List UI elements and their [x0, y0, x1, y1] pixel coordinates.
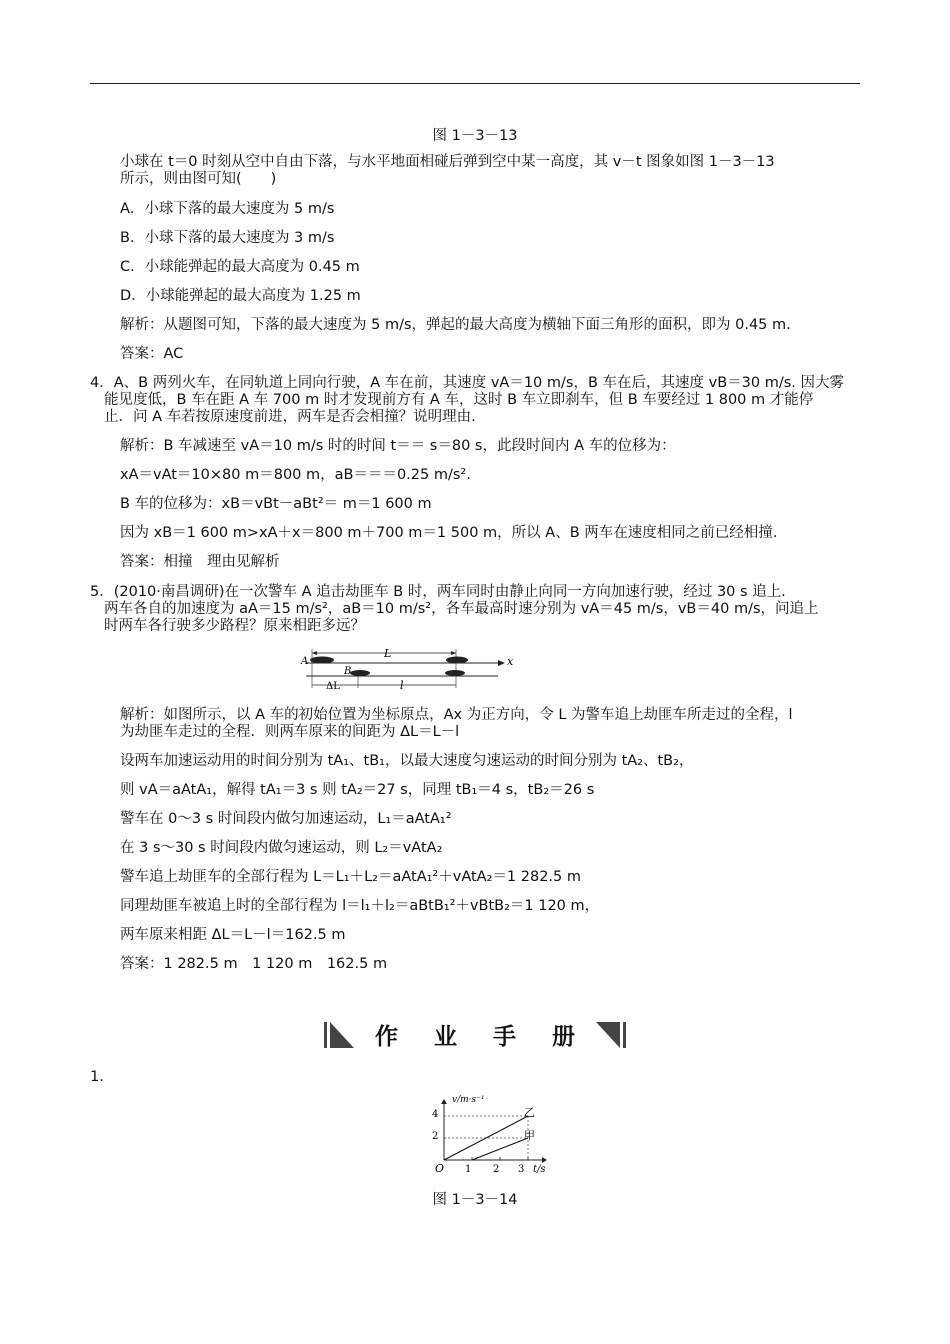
section-title: 作 业 手 册	[374, 1023, 590, 1050]
q5-analysis-6: 在 3 s～30 s 时间段内做匀速运动，则 L₂＝vAtA₂	[120, 840, 443, 856]
q4-analysis-1: 解析：B 车减速至 vA＝10 m/s 时的时间 t＝＝ s＝80 s，此段时间内 A 车的位移为：	[120, 438, 676, 454]
q3-analysis: 解析：从题图可知，下落的最大速度为 5 m/s，弹起的最大高度为横轴下面三角形的面积，即为 0.45 m.	[120, 317, 791, 333]
car-a-start-icon	[310, 657, 334, 664]
q5-analysis-9: 两车原来相距 ΔL＝L－l＝162.5 m	[120, 927, 346, 943]
figure-13-caption: 图 1－3－13	[432, 128, 518, 144]
q4-analysis-2: xA＝vAt＝10×80 m＝800 m，aB＝＝＝0.25 m/s².	[120, 467, 471, 483]
q3-answer: 答案：AC	[120, 346, 184, 362]
car-b-start-icon	[350, 670, 370, 676]
x-tick-1: 1	[465, 1164, 472, 1175]
hw1-number: 1.	[90, 1069, 104, 1085]
q4-stem-line1: 4．A、B 两列火车，在同轨道上同向行驶，A 车在前，其速度 vA＝10 m/s，B 车在后，其速度 vB＝30 m/s. 因大雾	[90, 375, 844, 391]
q3-option-b: B．小球下落的最大速度为 3 m/s	[120, 230, 335, 246]
y-axis-arrow	[441, 1099, 447, 1104]
car-b-end-icon	[445, 670, 465, 676]
origin-label: O	[435, 1162, 445, 1175]
q4-stem-line3: 止．问 A 车若按原速度前进，两车是否会相撞？说明理由.	[104, 409, 476, 425]
series-yi-label: 乙	[524, 1106, 535, 1119]
x-axis-label: t/s	[533, 1164, 546, 1175]
q3-option-a: A．小球下落的最大速度为 5 m/s	[120, 201, 335, 217]
chase-diagram	[300, 646, 520, 694]
y-tick-4: 4	[432, 1109, 439, 1120]
label-l: l	[400, 679, 404, 692]
top-rule	[90, 83, 860, 84]
y-tick-2: 2	[432, 1131, 439, 1142]
q5-analysis-4: 则 vA＝aAtA₁，解得 tA₁＝3 s 则 tA₂＝27 s，同理 tB₁＝4 s，tB₂＝26 s	[120, 782, 595, 798]
label-A: A	[301, 656, 309, 667]
q5-analysis-3: 设两车加速运动用的时间分别为 tA₁、tB₁，以最大速度匀速运动的时间分别为 tA₂、tB₂，	[120, 753, 694, 769]
vt-graph	[420, 1092, 560, 1176]
q5-analysis-7: 警车追上劫匪车的全部行程为 L＝L₁＋L₂＝aAtA₁²＋vAtA₂＝1 282.5 m	[120, 869, 581, 885]
x-tick-3: 3	[518, 1164, 525, 1175]
label-x: x	[507, 655, 514, 668]
q4-answer: 答案：相撞 理由见解析	[120, 554, 280, 570]
figure-14-caption: 图 1－3－14	[432, 1192, 518, 1208]
q5-stem-line1: 5．(2010·南昌调研)在一次警车 A 追击劫匪车 B 时，两车同时由静止向同一方向加速行驶，经过 30 s 追上.	[90, 584, 786, 600]
x-tick-2: 2	[493, 1164, 500, 1175]
y-axis-label: v/m·s⁻¹	[452, 1095, 485, 1105]
banner-right-icon	[594, 1020, 626, 1050]
series-jia-label: 甲	[524, 1129, 535, 1142]
label-L: L	[384, 647, 392, 660]
q5-analysis-8: 同理劫匪车被追上时的全部行程为 l＝l₁＋l₂＝aBtB₁²＋vBtB₂＝1 120 m，	[120, 898, 600, 914]
q3-stem-line1: 小球在 t＝0 时刻从空中自由下落，与水平地面相碰后弹到空中某一高度，其 v－t 图象如图 1－3－13	[120, 154, 775, 170]
q5-analysis-5: 警车在 0～3 s 时间段内做匀加速运动，L₁＝aAtA₁²	[120, 811, 452, 827]
q3-stem-line2: 所示，则由图可知( )	[120, 171, 277, 187]
x-axis-arrow	[542, 1157, 547, 1163]
banner-left-icon	[324, 1020, 356, 1050]
q3-option-d: D．小球能弹起的最大高度为 1.25 m	[120, 288, 361, 304]
q5-stem-line3: 时两车各行驶多少路程？原来相距多远？	[104, 618, 365, 634]
car-a-end-icon	[446, 657, 468, 664]
q3-option-c: C．小球能弹起的最大高度为 0.45 m	[120, 259, 360, 275]
x-axis-arrow	[498, 660, 505, 666]
q4-analysis-4: 因为 xB＝1 600 m>xA＋x＝800 m＋700 m＝1 500 m，所以 A、B 两车在速度相同之前已经相撞.	[120, 525, 778, 541]
section-banner	[0, 1018, 950, 1051]
q5-analysis-1: 解析：如图所示，以 A 车的初始位置为坐标原点，Ax 为正方向，令 L 为警车追上劫匪车所走过的全程，l	[120, 707, 793, 723]
q4-stem-line2: 能见度低，B 车在距 A 车 700 m 时才发现前方有 A 车，这时 B 车立即刹车，但 B 车要经过 1 800 m 才能停	[104, 392, 814, 408]
q4-analysis-3: B 车的位移为：xB＝vBt－aBt²＝ m＝1 600 m	[120, 496, 432, 512]
q5-analysis-2: 为劫匪车走过的全程．则两车原来的间距为 ΔL＝L－l	[120, 724, 460, 740]
q5-answer: 答案：1 282.5 m 1 120 m 162.5 m	[120, 956, 388, 972]
q5-stem-line2: 两车各自的加速度为 aA＝15 m/s²，aB＝10 m/s²，各车最高时速分别为 vA＝45 m/s，vB＝40 m/s，问追上	[104, 601, 819, 617]
label-delta-L: ΔL	[326, 681, 340, 692]
label-B: B	[344, 666, 352, 677]
